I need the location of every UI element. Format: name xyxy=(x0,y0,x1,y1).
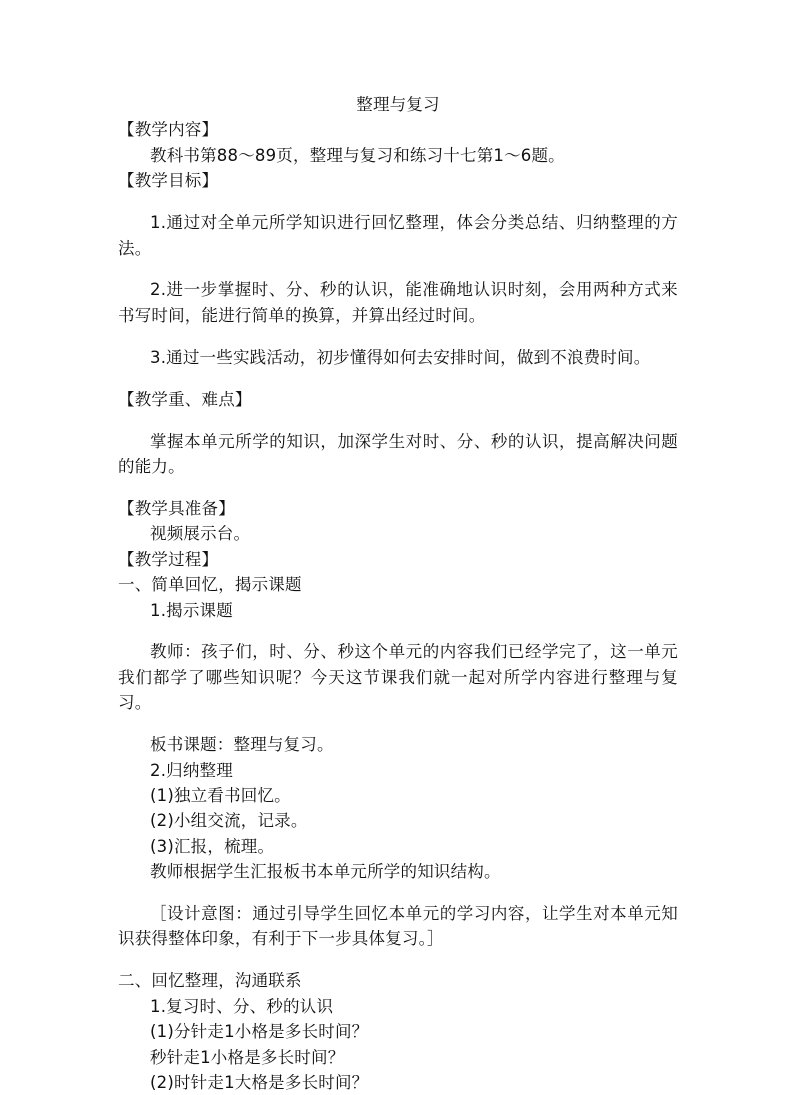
content-text: 教科书第88～89页，整理与复习和练习十七第1～6题。 xyxy=(150,145,565,165)
part-1-design-intent: ［设计意图：通过引导学生回忆本单元的学习内容，让学生对本单元知识获得整体印象，有利于下一步具体复习。］ xyxy=(118,904,678,949)
part-1-step-3: (3)汇报，梳理。 xyxy=(150,836,275,856)
part-2-question-2: (2)时针走1大格是多长时间？ xyxy=(150,1073,369,1092)
section-heading-goals: 【教学目标】 xyxy=(118,171,219,191)
page-title: 整理与复习 xyxy=(356,95,440,114)
document-body xyxy=(118,92,678,1095)
preparation-text: 视频展示台。 xyxy=(150,524,251,544)
part-1-heading: 一、简单回忆，揭示课题 xyxy=(118,575,302,595)
part-1-teacher-board: 教师根据学生汇报板书本单元所学的知识结构。 xyxy=(150,862,501,882)
part-1-item-1: 1.揭示课题 xyxy=(150,600,233,620)
section-heading-preparation: 【教学具准备】 xyxy=(118,498,235,518)
part-2-heading: 二、回忆整理，沟通联系 xyxy=(118,971,302,991)
part-1-step-1: (1)独立看书回忆。 xyxy=(150,785,291,805)
part-2-item-1: 1.复习时、分、秒的认识 xyxy=(150,996,334,1016)
part-2-question-1b: 秒针走1小格是多长时间？ xyxy=(150,1047,345,1067)
part-1-teacher-speech: 教师：孩子们，时、分、秒这个单元的内容我们已经学完了，这一单元我们都学了哪些知识呢？今天这节课我们就一起对所学内容进行整理与复习。 xyxy=(118,642,678,713)
goal-3: 3.通过一些实践活动，初步懂得如何去安排时间，做到不浪费时间。 xyxy=(150,347,651,367)
key-points-text: 掌握本单元所学的知识，加深学生对时、分、秒的认识，提高解决问题的能力。 xyxy=(118,431,678,476)
part-1-item-2: 2.归纳整理 xyxy=(150,760,233,780)
goal-2: 2.进一步掌握时、分、秒的认识，能准确地认识时刻，会用两种方式来书写时间，能进行简单的换算，并算出经过时间。 xyxy=(118,280,678,325)
part-2-question-1: (1)分针走1小格是多长时间？ xyxy=(150,1022,369,1042)
goal-1: 1.通过对全单元所学知识进行回忆整理，体会分类总结、归纳整理的方法。 xyxy=(118,213,678,258)
part-1-step-2: (2)小组交流，记录。 xyxy=(150,811,308,831)
section-heading-key-points: 【教学重、难点】 xyxy=(118,389,252,409)
section-heading-content: 【教学内容】 xyxy=(118,120,219,140)
section-heading-process: 【教学过程】 xyxy=(118,549,219,569)
part-1-board-title: 板书课题：整理与复习。 xyxy=(150,735,334,755)
